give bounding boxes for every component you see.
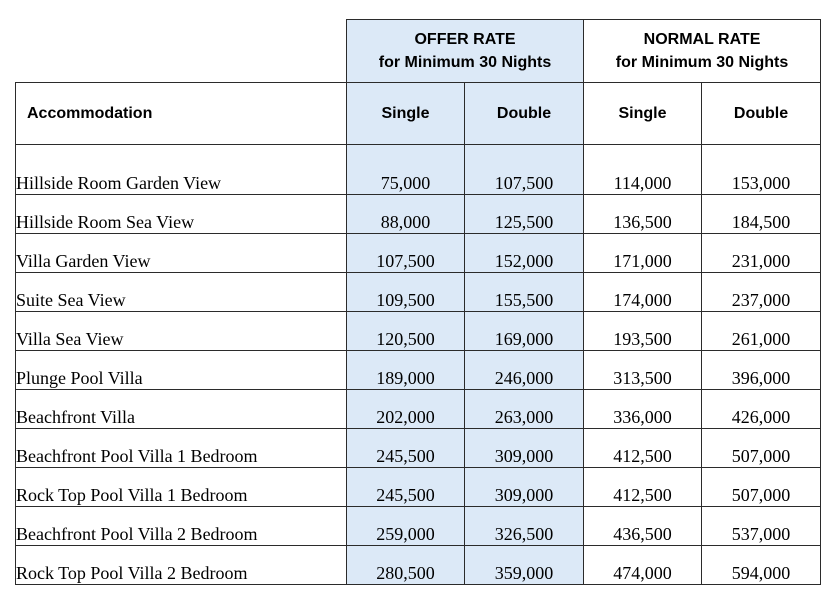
normal-single-rate-cell: 174,000 — [584, 273, 702, 312]
normal-single-rate-cell: 136,500 — [584, 195, 702, 234]
normal-double-rate-cell: 426,000 — [702, 390, 821, 429]
offer-double-rate-cell: 309,000 — [465, 468, 584, 507]
offer-single-rate-cell: 107,500 — [347, 234, 465, 273]
normal-double-rate-cell: 231,000 — [702, 234, 821, 273]
accommodation-name-cell: Hillside Room Sea View — [16, 195, 347, 234]
empty-corner-cell — [16, 20, 347, 83]
normal-double-rate-cell: 507,000 — [702, 468, 821, 507]
normal-rate-title: NORMAL RATE — [643, 31, 761, 48]
accommodation-name-cell: Villa Garden View — [16, 234, 347, 273]
offer-single-rate-cell: 75,000 — [347, 145, 465, 195]
offer-rate-header — [347, 20, 584, 83]
table-header — [16, 20, 821, 145]
accommodation-name-cell: Rock Top Pool Villa 1 Bedroom — [16, 468, 347, 507]
normal-single-rate-cell: 436,500 — [584, 507, 702, 546]
normal-single-rate-cell: 193,500 — [584, 312, 702, 351]
accommodation-column-header: Accommodation — [16, 83, 347, 145]
offer-single-rate-cell: 280,500 — [347, 546, 465, 585]
table-row — [16, 273, 821, 312]
table-row — [16, 468, 821, 507]
offer-double-rate-cell: 152,000 — [465, 234, 584, 273]
offer-double-rate-cell: 309,000 — [465, 429, 584, 468]
normal-single-rate-cell: 114,000 — [584, 145, 702, 195]
offer-rate-subtitle: for Minimum 30 Nights — [378, 54, 552, 71]
offer-double-rate-cell: 125,500 — [465, 195, 584, 234]
offer-single-column-header: Single — [347, 83, 465, 145]
accommodation-name-cell: Villa Sea View — [16, 312, 347, 351]
normal-single-rate-cell: 412,500 — [584, 429, 702, 468]
accommodation-name-cell: Beachfront Villa — [16, 390, 347, 429]
normal-single-rate-cell: 171,000 — [584, 234, 702, 273]
table-row — [16, 351, 821, 390]
offer-single-rate-cell: 189,000 — [347, 351, 465, 390]
offer-double-rate-cell: 155,500 — [465, 273, 584, 312]
normal-double-rate-cell: 594,000 — [702, 546, 821, 585]
offer-single-rate-cell: 259,000 — [347, 507, 465, 546]
normal-single-rate-cell: 336,000 — [584, 390, 702, 429]
normal-single-rate-cell: 474,000 — [584, 546, 702, 585]
normal-double-rate-cell: 507,000 — [702, 429, 821, 468]
offer-single-rate-cell: 245,500 — [347, 468, 465, 507]
normal-double-rate-cell: 237,000 — [702, 273, 821, 312]
rate-table — [15, 19, 821, 585]
normal-double-rate-cell: 261,000 — [702, 312, 821, 351]
table-body — [16, 145, 821, 585]
offer-double-rate-cell: 246,000 — [465, 351, 584, 390]
table-row — [16, 195, 821, 234]
normal-rate-subtitle: for Minimum 30 Nights — [615, 54, 789, 71]
normal-double-rate-cell: 537,000 — [702, 507, 821, 546]
accommodation-name-cell: Suite Sea View — [16, 273, 347, 312]
column-header-row — [16, 83, 821, 145]
offer-double-rate-cell: 263,000 — [465, 390, 584, 429]
offer-double-rate-cell: 326,500 — [465, 507, 584, 546]
normal-double-column-header: Double — [702, 83, 821, 145]
offer-double-rate-cell: 107,500 — [465, 145, 584, 195]
accommodation-name-cell: Beachfront Pool Villa 1 Bedroom — [16, 429, 347, 468]
offer-single-rate-cell: 109,500 — [347, 273, 465, 312]
normal-single-column-header: Single — [584, 83, 702, 145]
accommodation-name-cell: Plunge Pool Villa — [16, 351, 347, 390]
normal-single-rate-cell: 412,500 — [584, 468, 702, 507]
offer-single-rate-cell: 202,000 — [347, 390, 465, 429]
normal-double-rate-cell: 184,500 — [702, 195, 821, 234]
group-header-row — [16, 20, 821, 83]
normal-single-rate-cell: 313,500 — [584, 351, 702, 390]
table-row — [16, 312, 821, 351]
offer-double-column-header: Double — [465, 83, 584, 145]
table-row — [16, 390, 821, 429]
table-row — [16, 546, 821, 585]
offer-single-rate-cell: 88,000 — [347, 195, 465, 234]
normal-double-rate-cell: 153,000 — [702, 145, 821, 195]
table-row — [16, 145, 821, 195]
accommodation-name-cell: Beachfront Pool Villa 2 Bedroom — [16, 507, 347, 546]
offer-double-rate-cell: 169,000 — [465, 312, 584, 351]
offer-double-rate-cell: 359,000 — [465, 546, 584, 585]
offer-rate-title: OFFER RATE — [414, 31, 516, 48]
table-row — [16, 507, 821, 546]
offer-single-rate-cell: 245,500 — [347, 429, 465, 468]
accommodation-name-cell: Rock Top Pool Villa 2 Bedroom — [16, 546, 347, 585]
table-row — [16, 234, 821, 273]
table-row — [16, 429, 821, 468]
normal-double-rate-cell: 396,000 — [702, 351, 821, 390]
normal-rate-header — [584, 20, 821, 83]
accommodation-name-cell: Hillside Room Garden View — [16, 145, 347, 195]
offer-single-rate-cell: 120,500 — [347, 312, 465, 351]
